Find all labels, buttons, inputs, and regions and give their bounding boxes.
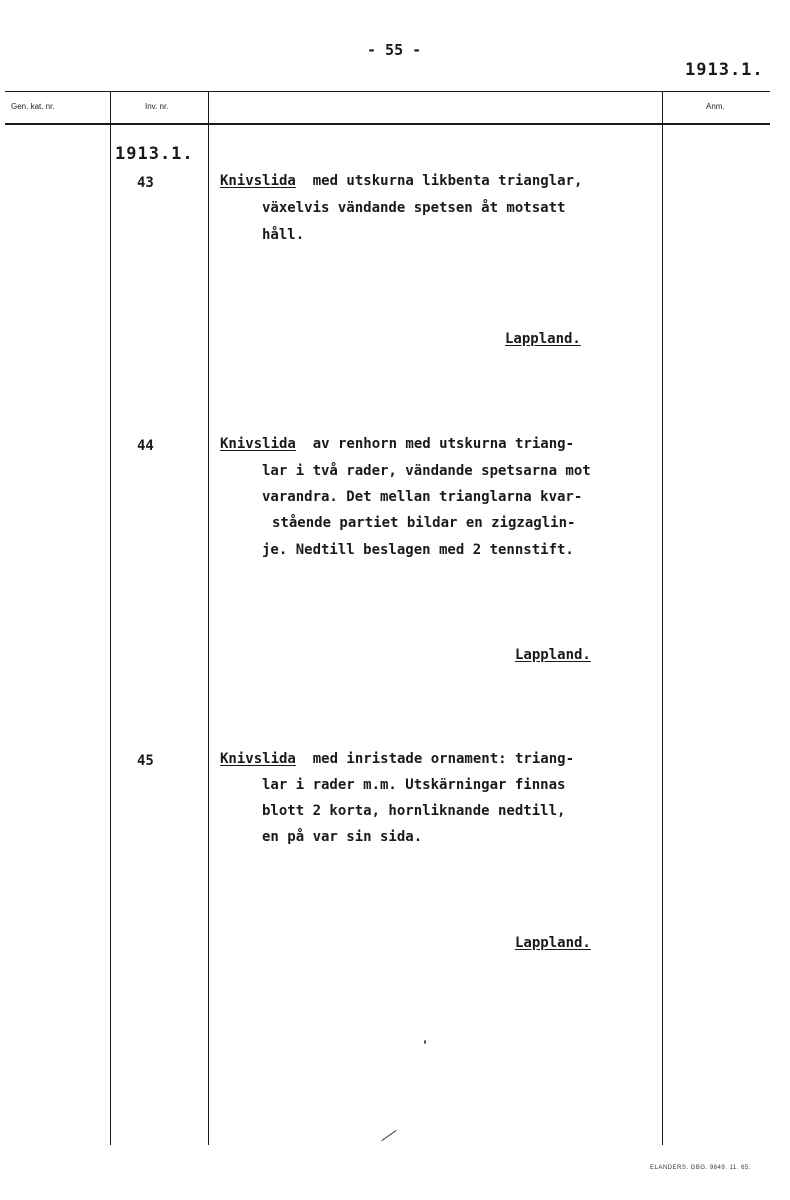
printer-mark: ELANDERS. GBG. 9849. 11. 65. — [650, 1165, 751, 1171]
inventory-number: 43 — [137, 175, 154, 191]
entry-line: med inristade ornament: triang- — [312, 751, 575, 767]
header-top-rule — [5, 91, 770, 92]
entry-line: je. Nedtill beslagen med 2 tennstift. — [262, 542, 574, 558]
entry-title: Knivslida — [220, 173, 296, 189]
page-number: - 55 - — [367, 41, 422, 59]
entry-title: Knivslida — [220, 751, 296, 767]
entry-place: Lappland. — [515, 935, 591, 951]
header-bottom-rule — [5, 123, 770, 125]
entry-text — [220, 431, 574, 457]
entry-line: en på var sin sida. — [262, 829, 423, 845]
entry-place: Lappland. — [515, 647, 591, 663]
entry-line: varandra. Det mellan trianglarna kvar- — [262, 489, 583, 505]
entry-place: Lappland. — [505, 331, 581, 347]
column-divider-right — [662, 91, 663, 1145]
scan-stroke — [381, 1130, 396, 1141]
entry-line: växelvis vändande spetsen åt motsatt — [262, 200, 566, 216]
scan-speck — [424, 1040, 426, 1044]
entry-text — [220, 168, 582, 194]
column-header-gen-kat: Gen. kat. nr. — [11, 102, 55, 111]
entry-line: med utskurna likbenta trianglar, — [312, 173, 583, 189]
column-divider-left — [110, 91, 111, 1145]
entry-line: blott 2 korta, hornliknande nedtill, — [262, 803, 566, 819]
entry-line: stående partiet bildar en zigzaglin- — [272, 515, 576, 531]
entry-line: lar i rader m.m. Utskärningar finnas — [262, 777, 566, 793]
column-header-anm: Anm. — [706, 102, 725, 111]
inventory-number: 45 — [137, 753, 154, 769]
page-code: 1913.1. — [685, 60, 764, 80]
entry-line: håll. — [262, 227, 305, 243]
entry-line: lar i två rader, vändande spetsarna mot — [262, 463, 591, 479]
entry-title: Knivslida — [220, 436, 296, 452]
column-divider-middle — [208, 91, 209, 1145]
entry-line: av renhorn med utskurna triang- — [312, 436, 575, 452]
year-heading: 1913.1. — [115, 144, 194, 164]
column-header-inv: Inv. nr. — [145, 102, 169, 111]
inventory-number: 44 — [137, 438, 154, 454]
entry-text — [220, 746, 574, 772]
